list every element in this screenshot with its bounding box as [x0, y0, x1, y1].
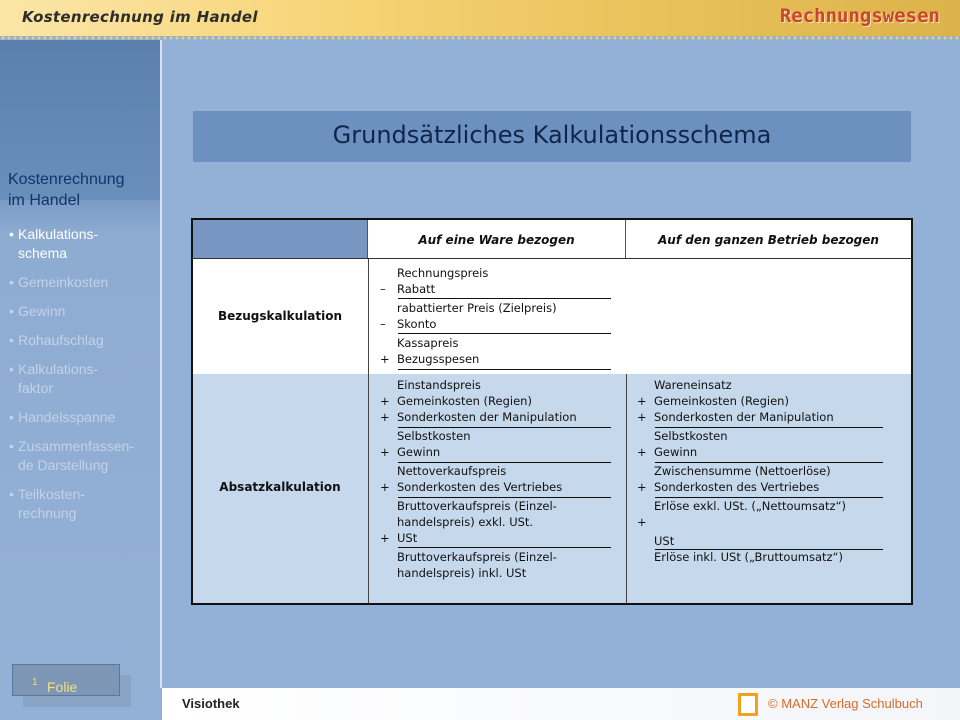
calc-line: [380, 316, 436, 333]
calc-line-text: Erlöse exkl. USt. („Nettoumsatz“): [654, 499, 847, 513]
subtotal-rule: [655, 462, 883, 463]
calc-line: [380, 565, 526, 582]
calc-line: [380, 281, 435, 298]
calc-line-text: Bezugsspesen: [397, 352, 480, 366]
bullet-icon: •: [9, 486, 14, 502]
calc-line: [380, 335, 458, 352]
sidebar-item-kalkulationsschema[interactable]: [9, 225, 159, 263]
calc-line-text: Gewinn: [654, 445, 698, 459]
calc-line: [637, 377, 732, 394]
calc-line-text: USt: [397, 531, 418, 545]
calc-line-text: Rabatt: [397, 282, 436, 296]
calc-line-text: Skonto: [397, 317, 437, 331]
calc-line: [637, 428, 728, 445]
calc-line: [380, 409, 577, 426]
operator-sign: –: [380, 282, 386, 296]
calc-line-text: Bruttoverkaufspreis (Einzel-: [397, 550, 557, 564]
cell-bezug-ware: [368, 259, 627, 374]
calc-line: [637, 514, 654, 531]
calc-line: [380, 549, 557, 566]
calc-line-text: Sonderkosten der Manipulation: [397, 410, 577, 424]
slide-number: 1: [32, 677, 38, 688]
calc-line: [380, 498, 557, 515]
operator-sign: +: [637, 445, 647, 459]
calc-line: [380, 530, 417, 547]
subtotal-rule: [398, 427, 611, 428]
operator-sign: +: [380, 410, 390, 424]
calc-line-text: Wareneinsatz: [654, 378, 732, 392]
sidebar-item-gemeinkosten[interactable]: [9, 273, 159, 292]
header-title: Kostenrechnung im Handel: [22, 8, 258, 26]
calc-line: [380, 393, 532, 410]
operator-sign: +: [380, 445, 390, 459]
bullet-icon: •: [9, 409, 14, 425]
calc-line: [637, 444, 697, 461]
bullet-icon: •: [9, 274, 14, 290]
slide-title-box: [193, 111, 911, 162]
sidebar-heading: Kostenrechnung im Handel: [8, 171, 125, 209]
calc-line-text: Nettoverkaufspreis: [397, 464, 507, 478]
calc-line: [380, 444, 440, 461]
sidebar-item-label: Handelsspanne: [18, 409, 116, 425]
calc-line-text: Sonderkosten des Vertriebes: [654, 480, 820, 494]
calculation-table: [191, 218, 913, 605]
sidebar-item-label: Gewinn: [18, 303, 66, 319]
subtotal-rule: [398, 497, 611, 498]
calc-line: [380, 300, 557, 317]
subtotal-rule: [398, 369, 611, 370]
calc-line-text: Gewinn: [397, 445, 441, 459]
operator-sign: +: [637, 410, 647, 424]
operator-sign: +: [380, 531, 390, 545]
slide-title: Grundsätzliches Kalkulationsschema: [332, 121, 772, 149]
footer: [162, 688, 960, 720]
bullet-icon: •: [9, 226, 14, 242]
subtotal-rule: [655, 497, 883, 498]
calc-line: [637, 409, 834, 426]
calc-line-text: handelspreis) inkl. USt: [397, 566, 527, 580]
row-label-bezugskalkulation: Bezugskalkulation: [217, 309, 343, 323]
operator-sign: +: [380, 480, 390, 494]
calc-line-text: rabattierter Preis (Zielpreis): [397, 301, 557, 315]
calc-line-text: Gemeinkosten (Regien): [654, 394, 789, 408]
manz-logo-icon: [738, 693, 758, 716]
cell-absatz-ware: [368, 374, 627, 603]
calc-line-text: USt: [654, 534, 675, 548]
operator-sign: +: [380, 394, 390, 408]
calc-line-text: Selbstkosten: [397, 429, 471, 443]
bullet-icon: •: [9, 361, 14, 377]
calc-line-text: Rechnungspreis: [397, 266, 489, 280]
calc-line: [637, 533, 674, 550]
sidebar-edge: [160, 40, 162, 688]
table-row-bezugskalkulation: [193, 259, 911, 374]
sidebar-item-rohaufschlag[interactable]: [9, 331, 159, 350]
calc-line: [637, 393, 789, 410]
calc-line: [380, 351, 479, 368]
bullet-icon: •: [9, 438, 14, 454]
operator-sign: +: [637, 394, 647, 408]
table-header-row: [193, 220, 911, 259]
bullet-icon: •: [9, 303, 14, 319]
calc-line: [380, 265, 488, 282]
column-header-ware: Auf eine Ware bezogen: [368, 220, 626, 258]
bullet-icon: •: [9, 332, 14, 348]
calc-line: [380, 463, 506, 480]
calc-line: [380, 479, 562, 496]
sidebar-item-label: Zusammenfassen- de Darstellung: [18, 438, 134, 473]
calc-line: [637, 463, 831, 480]
calc-line-text: Bruttoverkaufspreis (Einzel-: [397, 499, 557, 513]
subtotal-rule: [398, 333, 611, 334]
calc-line-text: Selbstkosten: [654, 429, 728, 443]
sidebar-item-kalkulationsfaktor[interactable]: [9, 360, 159, 398]
sidebar-item-teilkostenrechnung[interactable]: [9, 485, 159, 523]
calc-line: [637, 479, 819, 496]
calc-line: [637, 498, 846, 515]
sidebar-item-handelsspanne[interactable]: [9, 408, 159, 427]
calc-line-text: Sonderkosten der Manipulation: [654, 410, 834, 424]
subtotal-rule: [398, 462, 611, 463]
operator-sign: +: [380, 352, 390, 366]
operator-sign: –: [380, 317, 386, 331]
brand-logo-text: Rechnungswesen: [779, 5, 940, 27]
cell-absatz-betrieb: [626, 374, 911, 603]
slide-label-text: Folie: [47, 679, 78, 695]
calc-line-text: Sonderkosten des Vertriebes: [397, 480, 563, 494]
cell-bezug-betrieb: [626, 259, 911, 374]
subtotal-rule: [398, 547, 611, 548]
row-label-absatzkalkulation: Absatzkalkulation: [219, 480, 341, 494]
sidebar-item-label: Rohaufschlag: [18, 332, 104, 348]
footer-copyright: © MANZ Verlag Schulbuch: [768, 696, 923, 711]
sidebar-item-label: Gemeinkosten: [18, 274, 109, 290]
calc-line: [380, 514, 533, 531]
operator-sign: +: [637, 515, 647, 529]
header-bar: [0, 0, 960, 36]
sidebar-item-label: Teilkosten- rechnung: [18, 486, 85, 521]
calc-line: [380, 377, 481, 394]
calc-line-text: Gemeinkosten (Regien): [397, 394, 532, 408]
column-header-betrieb: Auf den ganzen Betrieb bezogen: [658, 233, 879, 247]
sidebar-nav: [9, 225, 159, 533]
sidebar-item-label: Kalkulations- faktor: [18, 361, 99, 396]
calc-line-text: Zwischensumme (Nettoerlöse): [654, 464, 831, 478]
calc-line: [637, 549, 843, 566]
sidebar-item-gewinn[interactable]: [9, 302, 159, 321]
table-header-corner: [193, 220, 368, 258]
calc-line-text: Erlöse inkl. USt („Bruttoumsatz“): [654, 550, 843, 564]
slide-label: [30, 672, 78, 695]
calc-line: [380, 428, 471, 445]
subtotal-rule: [655, 427, 883, 428]
subtotal-rule: [655, 549, 883, 550]
sidebar-item-zusammenfassende-darstellung[interactable]: [9, 437, 159, 475]
calc-line-text: Einstandspreis: [397, 378, 481, 392]
subtotal-rule: [398, 298, 611, 299]
sidebar-item-label: Kalkulations- schema: [18, 226, 99, 261]
calc-line-text: Kassapreis: [397, 336, 459, 350]
footer-visiothek: Visiothek: [182, 696, 240, 711]
operator-sign: +: [637, 480, 647, 494]
calc-line-text: handelspreis) exkl. USt.: [397, 515, 534, 529]
table-row-absatzkalkulation: [193, 374, 911, 603]
slide-number-badge: [12, 664, 120, 696]
